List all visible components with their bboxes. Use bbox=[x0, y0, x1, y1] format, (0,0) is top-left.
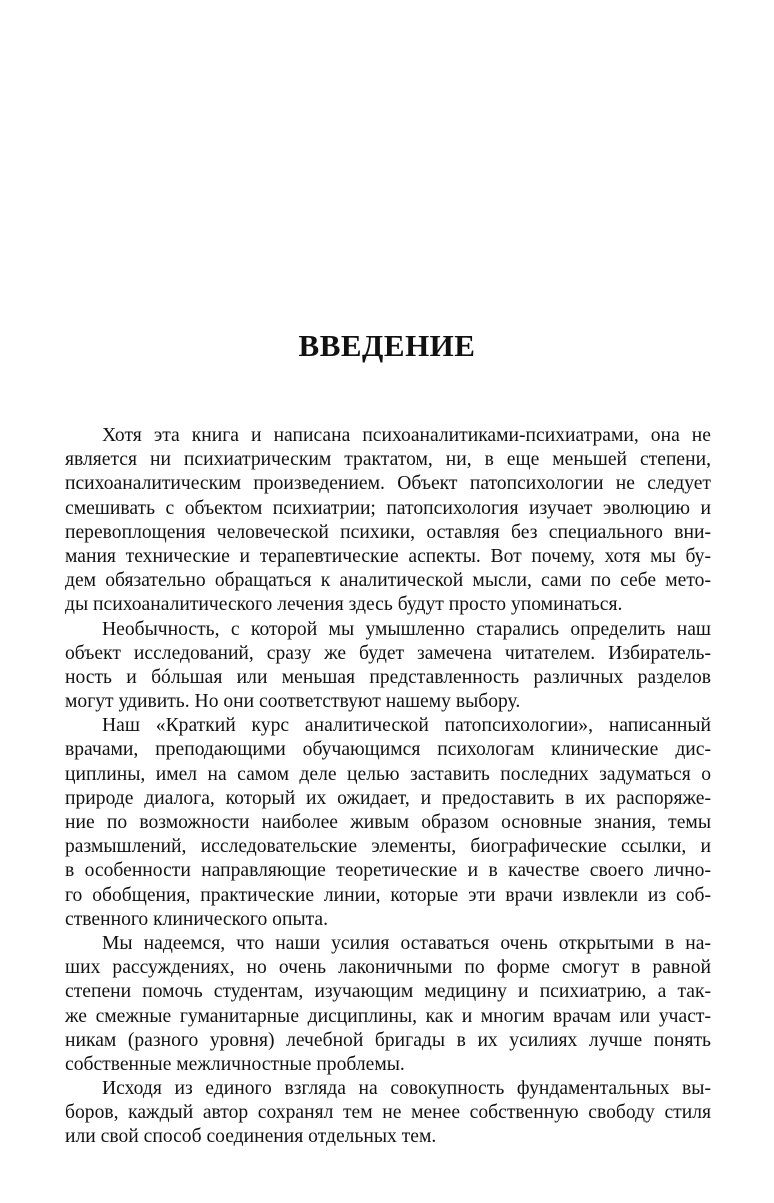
text-line: психоаналитическим произведением. Объект патопсихологии не следует bbox=[65, 473, 711, 495]
paragraph-3 bbox=[65, 714, 711, 932]
text-line: ших рассуждениях, но очень лаконичными по форме смогут в равной bbox=[65, 957, 711, 979]
chapter-title: ВВЕДЕНИЕ bbox=[298, 328, 476, 363]
text-line: или свой способ соединения отдельных тем. bbox=[65, 1126, 437, 1148]
paragraph-5 bbox=[65, 1077, 711, 1150]
paragraph-1 bbox=[65, 424, 711, 618]
text-line: в особенности направляющие теоретические и в качестве своего лично- bbox=[65, 860, 711, 882]
text-line: мания технические и терапевтические аспекты. Вот почему, хотя мы бу- bbox=[65, 545, 711, 567]
text-line: собственные межличностные проблемы. bbox=[65, 1053, 405, 1075]
text-line: никам (разного уровня) лечебной бригады в их усилиях лучше понять bbox=[65, 1029, 711, 1051]
text-line: ние по возможности наиболее живым образом основные знания, темы bbox=[65, 812, 711, 833]
text-line: дем обязательно обращаться к аналитической мысли, сами по себе мето- bbox=[65, 570, 711, 592]
text-line: могут удивить. Но они соответствуют нашему выбору. bbox=[65, 691, 521, 713]
text-line: объект исследований, сразу же будет замечена читателем. Избиратель- bbox=[65, 642, 711, 664]
paragraph-2 bbox=[65, 618, 711, 715]
text-line: го обобщения, практические линии, которые эти врачи извлекли из соб- bbox=[65, 884, 711, 906]
text-line: степени помочь студентам, изучающим медицину и психиатрию, а так- bbox=[65, 981, 711, 1003]
paragraph-4 bbox=[65, 932, 711, 1077]
text-line: ность и бóльшая или меньшая представленность различных разделов bbox=[65, 666, 711, 688]
text-line: Необычность, с которой мы умышленно старались определить наш bbox=[102, 618, 711, 640]
body-text bbox=[65, 424, 711, 1150]
text-line: ды психоаналитического лечения здесь будут просто упоминаться. bbox=[65, 594, 623, 616]
text-line: Мы надеемся, что наши усилия оставаться очень открытыми в на- bbox=[102, 932, 711, 954]
text-line: перевоплощения человеческой психики, оставляя без специального вни- bbox=[65, 521, 711, 543]
text-line: природе диалога, который их ожидает, и предоставить в их распоряже- bbox=[65, 787, 711, 809]
text-line: размышлений, исследовательские элементы, биографические ссылки, и bbox=[65, 836, 711, 858]
text-line: боров, каждый автор сохранял тем не менее собственную свободу стиля bbox=[65, 1102, 711, 1124]
text-line: смешивать с объектом психиатрии; патопсихология изучает эволюцию и bbox=[65, 497, 711, 519]
text-line: Исходя из единого взгляда на совокупность фундаментальных вы- bbox=[102, 1078, 711, 1100]
text-line: Наш «Краткий курс аналитической патопсихологии», написанный bbox=[102, 715, 711, 737]
text-line: врачами, преподающими обучающимся психологам клинические дис- bbox=[65, 739, 711, 761]
text-line: Хотя эта книга и написана психоаналитиками-психиатрами, она не bbox=[102, 425, 711, 446]
text-line: является ни психиатрическим трактатом, ни, в еще меньшей степени, bbox=[65, 449, 711, 471]
text-line: же смежные гуманитарные дисциплины, как и многим врачам или участ- bbox=[65, 1005, 711, 1027]
text-line: циплины, имел на самом деле целью заставить последних задуматься о bbox=[65, 763, 711, 785]
text-line: ственного клинического опыта. bbox=[65, 908, 329, 930]
